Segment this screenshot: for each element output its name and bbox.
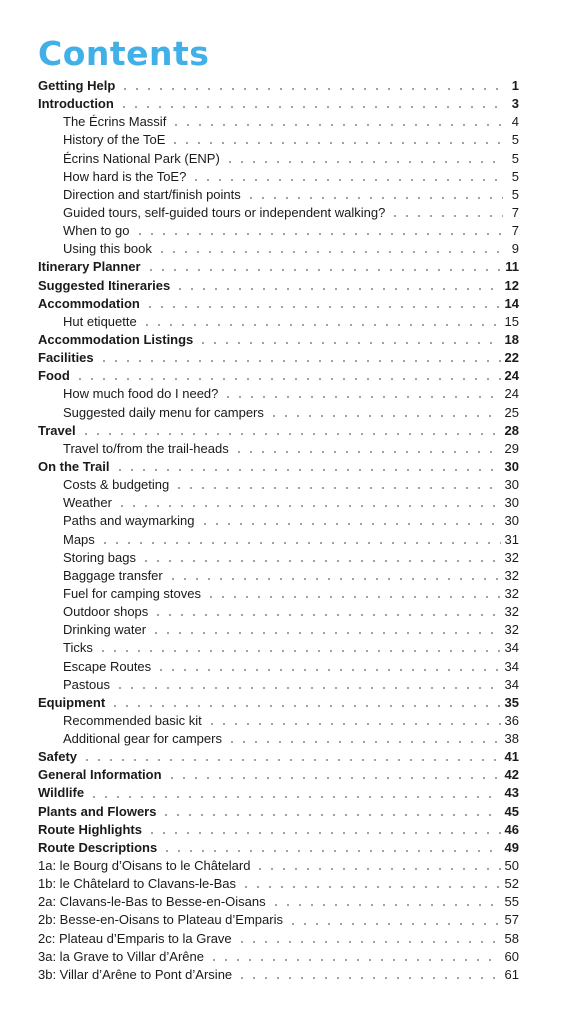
- toc-entry-page-number: 45: [504, 803, 519, 819]
- toc-entry[interactable]: [38, 385, 519, 403]
- toc-entry-page-number: 3: [511, 96, 519, 112]
- toc-entry[interactable]: [38, 222, 519, 240]
- dot-leader: [254, 868, 500, 870]
- dot-leader: [116, 505, 501, 507]
- toc-entry-page-number: 32: [504, 585, 519, 601]
- toc-entry[interactable]: [38, 930, 519, 948]
- toc-entry[interactable]: [38, 784, 519, 802]
- toc-entry-page-number: 49: [504, 839, 519, 855]
- toc-entry[interactable]: [38, 168, 519, 186]
- toc-entry-page-number: 9: [511, 241, 519, 257]
- toc-entry-page-number: 38: [504, 731, 519, 747]
- toc-entry[interactable]: [38, 639, 519, 657]
- toc-entry[interactable]: [38, 113, 519, 131]
- toc-entry[interactable]: [38, 875, 519, 893]
- toc-entry[interactable]: [38, 567, 519, 585]
- toc-entry-page-number: 35: [504, 694, 519, 710]
- toc-entry-label: Additional gear for campers: [63, 731, 222, 747]
- toc-entry-label: Écrins National Park (ENP): [63, 150, 220, 166]
- toc-entry-page-number: 7: [511, 204, 519, 220]
- toc-entry-page-number: 11: [505, 259, 519, 275]
- toc-entry-label: Recommended basic kit: [63, 712, 202, 728]
- toc-entry-label: Using this book: [63, 241, 152, 257]
- toc-entry-page-number: 36: [504, 712, 519, 728]
- toc-entry-page-number: 28: [504, 422, 519, 438]
- dot-leader: [190, 179, 503, 181]
- toc-entry-label: 1a: le Bourg d’Oisans to le Châtelard: [38, 858, 251, 874]
- toc-entry-page-number: 34: [504, 658, 519, 674]
- toc-entry[interactable]: [38, 277, 519, 295]
- toc-entry-label: Introduction: [38, 96, 114, 112]
- toc-entry-page-number: 60: [504, 948, 519, 964]
- dot-leader: [74, 378, 501, 380]
- toc-entry-page-number: 5: [511, 186, 519, 202]
- toc-entry-page-number: 32: [504, 604, 519, 620]
- dot-leader: [240, 886, 501, 888]
- toc-entry-page-number: 34: [504, 640, 519, 656]
- toc-entry[interactable]: [38, 966, 519, 984]
- dot-leader: [118, 106, 503, 108]
- toc-entry-label: Storing bags: [63, 549, 136, 565]
- toc-entry-page-number: 30: [504, 458, 519, 474]
- toc-entry[interactable]: [38, 730, 519, 748]
- toc-entry[interactable]: [38, 531, 519, 549]
- toc-entry-label: Guided tours, self-guided tours or independent walking?: [63, 204, 386, 220]
- dot-leader: [150, 632, 500, 634]
- toc-entry-page-number: 32: [504, 549, 519, 565]
- toc-entry-label: 2c: Plateau d’Emparis to la Grave: [38, 930, 232, 946]
- toc-entry-label: On the Trail: [38, 458, 110, 474]
- dot-leader: [205, 596, 501, 598]
- toc-entry-label: History of the ToE: [63, 132, 166, 148]
- dot-leader: [155, 669, 500, 671]
- toc-entry-page-number: 5: [511, 168, 519, 184]
- toc-entry-page-number: 50: [504, 858, 519, 874]
- toc-entry[interactable]: [38, 893, 519, 911]
- dot-leader: [80, 433, 501, 435]
- toc-entry-page-number: 42: [504, 767, 519, 783]
- toc-entry[interactable]: [38, 295, 519, 313]
- dot-leader: [98, 360, 501, 362]
- toc-entry-label: Food: [38, 368, 70, 384]
- toc-entry-label: General Information: [38, 767, 162, 783]
- toc-entry[interactable]: [38, 476, 519, 494]
- dot-leader: [226, 741, 501, 743]
- toc-entry[interactable]: [38, 331, 519, 349]
- toc-entry[interactable]: [38, 821, 519, 839]
- toc-entry-label: Paths and waymarking: [63, 513, 195, 529]
- toc-entry-label: Drinking water: [63, 622, 147, 638]
- dot-leader: [160, 814, 500, 816]
- toc-entry[interactable]: [38, 186, 519, 204]
- page-title: Contents: [38, 34, 210, 73]
- toc-entry-page-number: 52: [504, 876, 519, 892]
- toc-entry[interactable]: [38, 948, 519, 966]
- toc-entry[interactable]: [38, 349, 519, 367]
- dot-leader: [270, 904, 501, 906]
- dot-leader: [140, 560, 501, 562]
- toc-entry-page-number: 5: [511, 132, 519, 148]
- toc-entry-label: Wildlife: [38, 785, 85, 801]
- dot-leader: [134, 233, 504, 235]
- toc-entry[interactable]: [38, 95, 519, 113]
- toc-entry-page-number: 61: [504, 966, 519, 982]
- toc-entry-label: Facilities: [38, 350, 94, 366]
- toc-entry-label: Escape Routes: [63, 658, 152, 674]
- toc-entry-page-number: 12: [504, 277, 519, 293]
- toc-entry[interactable]: [38, 803, 519, 821]
- toc-entry-label: Itinerary Planner: [38, 259, 141, 275]
- dot-leader: [152, 614, 500, 616]
- dot-leader: [197, 342, 500, 344]
- toc-entry[interactable]: [38, 240, 519, 258]
- toc-entry-label: Outdoor shops: [63, 604, 149, 620]
- dot-leader: [88, 796, 500, 798]
- dot-leader: [287, 923, 501, 925]
- toc-entry-page-number: 32: [504, 622, 519, 638]
- toc-entry[interactable]: [38, 857, 519, 875]
- toc-entry[interactable]: [38, 658, 519, 676]
- toc-entry-label: 3a: la Grave to Villar d’Arêne: [38, 948, 204, 964]
- toc-entry[interactable]: [38, 694, 519, 712]
- toc-entry-label: Getting Help: [38, 78, 116, 93]
- toc-entry-page-number: 5: [511, 150, 519, 166]
- toc-entry-page-number: 29: [504, 440, 519, 456]
- dot-leader: [222, 396, 500, 398]
- dot-leader: [268, 415, 501, 417]
- toc-entry-label: How hard is the ToE?: [63, 168, 187, 184]
- dot-leader: [156, 251, 503, 253]
- dot-leader: [141, 324, 501, 326]
- toc-entry-page-number: 25: [504, 404, 519, 420]
- toc-entry-label: Safety: [38, 749, 78, 765]
- toc-entry-page-number: 30: [504, 477, 519, 493]
- toc-entry-page-number: 34: [504, 676, 519, 692]
- toc-entry-label: Travel: [38, 422, 76, 438]
- toc-entry-page-number: 24: [504, 368, 519, 384]
- toc-entry[interactable]: [38, 367, 519, 385]
- toc-entry[interactable]: [38, 150, 519, 168]
- dot-leader: [206, 723, 501, 725]
- dot-leader: [114, 687, 501, 689]
- toc-entry-page-number: 15: [504, 313, 519, 329]
- toc-entry-page-number: 57: [504, 912, 519, 928]
- toc-entry[interactable]: [38, 204, 519, 222]
- toc-entry[interactable]: [38, 440, 519, 458]
- toc-entry-page-number: 4: [511, 114, 519, 130]
- toc-entry[interactable]: [38, 839, 519, 857]
- toc-entry-label: Accommodation Listings: [38, 331, 194, 347]
- toc-entry-label: Route Descriptions: [38, 839, 158, 855]
- toc-entry-label: When to go: [63, 223, 130, 239]
- dot-leader: [146, 832, 501, 834]
- toc-entry[interactable]: [38, 512, 519, 530]
- toc-entry-page-number: 24: [504, 386, 519, 402]
- dot-leader: [233, 451, 501, 453]
- dot-leader: [161, 850, 500, 852]
- toc-entry-page-number: 14: [504, 295, 519, 311]
- toc-entry[interactable]: [38, 494, 519, 512]
- toc-entry-label: Hut etiquette: [63, 313, 137, 329]
- toc-entry[interactable]: [38, 404, 519, 422]
- table-of-contents: [38, 77, 519, 984]
- dot-leader: [169, 142, 503, 144]
- toc-entry-page-number: 22: [504, 350, 519, 366]
- dot-leader: [166, 777, 501, 779]
- toc-entry-label: Fuel for camping stoves: [63, 585, 202, 601]
- toc-entry[interactable]: [38, 313, 519, 331]
- toc-entry-label: 2b: Besse-en-Oisans to Plateau d’Emparis: [38, 912, 283, 928]
- dot-leader: [144, 306, 501, 308]
- dot-leader: [208, 959, 501, 961]
- toc-entry-label: Plants and Flowers: [38, 803, 157, 819]
- toc-entry-label: Accommodation: [38, 295, 140, 311]
- toc-entry[interactable]: [38, 766, 519, 784]
- toc-entry-page-number: 7: [511, 223, 519, 239]
- toc-entry[interactable]: [38, 458, 519, 476]
- toc-entry[interactable]: [38, 748, 519, 766]
- toc-entry-label: Weather: [63, 495, 112, 511]
- dot-leader: [145, 269, 502, 271]
- toc-entry-page-number: 1: [511, 78, 519, 93]
- toc-entry-page-number: 30: [504, 495, 519, 511]
- toc-entry[interactable]: [38, 712, 519, 730]
- dot-leader: [114, 469, 501, 471]
- toc-entry-page-number: 31: [504, 531, 519, 547]
- dot-leader: [109, 705, 500, 707]
- toc-entry[interactable]: [38, 258, 519, 276]
- toc-entry-label: Travel to/from the trail-heads: [63, 440, 229, 456]
- toc-entry-label: How much food do I need?: [63, 386, 219, 402]
- dot-leader: [167, 578, 501, 580]
- toc-entry-page-number: 32: [504, 567, 519, 583]
- toc-entry[interactable]: [38, 676, 519, 694]
- toc-entry-label: Suggested daily menu for campers: [63, 404, 264, 420]
- toc-entry-label: Direction and start/finish points: [63, 186, 241, 202]
- dot-leader: [174, 288, 500, 290]
- toc-entry-label: 3b: Villar d’Arêne to Pont d’Arsine: [38, 966, 233, 982]
- dot-leader: [99, 542, 501, 544]
- toc-entry[interactable]: [38, 621, 519, 639]
- toc-entry-label: Maps: [63, 531, 95, 547]
- toc-entry[interactable]: [38, 603, 519, 621]
- toc-entry-page-number: 55: [504, 894, 519, 910]
- toc-entry[interactable]: [38, 422, 519, 440]
- toc-entry-label: Pastous: [63, 676, 110, 692]
- toc-entry-label: The Écrins Massif: [63, 114, 167, 130]
- toc-entry-page-number: 43: [504, 785, 519, 801]
- dot-leader: [236, 977, 500, 979]
- dot-leader: [170, 124, 503, 126]
- toc-entry-label: Ticks: [63, 640, 93, 656]
- toc-entry-page-number: 41: [504, 749, 519, 765]
- toc-entry-label: Suggested Itineraries: [38, 277, 171, 293]
- dot-leader: [81, 759, 501, 761]
- dot-leader: [119, 88, 503, 90]
- dot-leader: [236, 941, 501, 943]
- toc-entry-page-number: 58: [504, 930, 519, 946]
- toc-entry-page-number: 18: [504, 331, 519, 347]
- toc-entry-label: Equipment: [38, 694, 106, 710]
- toc-entry[interactable]: [38, 549, 519, 567]
- toc-entry[interactable]: [38, 131, 519, 149]
- toc-entry-page-number: 46: [504, 821, 519, 837]
- dot-leader: [199, 523, 501, 525]
- toc-entry-label: 1b: le Châtelard to Clavans-le-Bas: [38, 876, 236, 892]
- dot-leader: [224, 161, 503, 163]
- toc-entry[interactable]: [38, 911, 519, 929]
- toc-entry-label: 2a: Clavans-le-Bas to Besse-en-Oisans: [38, 894, 266, 910]
- toc-entry-label: Costs & budgeting: [63, 477, 170, 493]
- toc-entry-label: Route Highlights: [38, 821, 142, 837]
- dot-leader: [173, 487, 500, 489]
- toc-entry-label: Baggage transfer: [63, 567, 163, 583]
- toc-entry-page-number: 30: [504, 513, 519, 529]
- toc-entry[interactable]: [38, 585, 519, 603]
- dot-leader: [245, 197, 503, 199]
- toc-entry[interactable]: [38, 77, 519, 95]
- dot-leader: [97, 650, 501, 652]
- dot-leader: [389, 215, 503, 217]
